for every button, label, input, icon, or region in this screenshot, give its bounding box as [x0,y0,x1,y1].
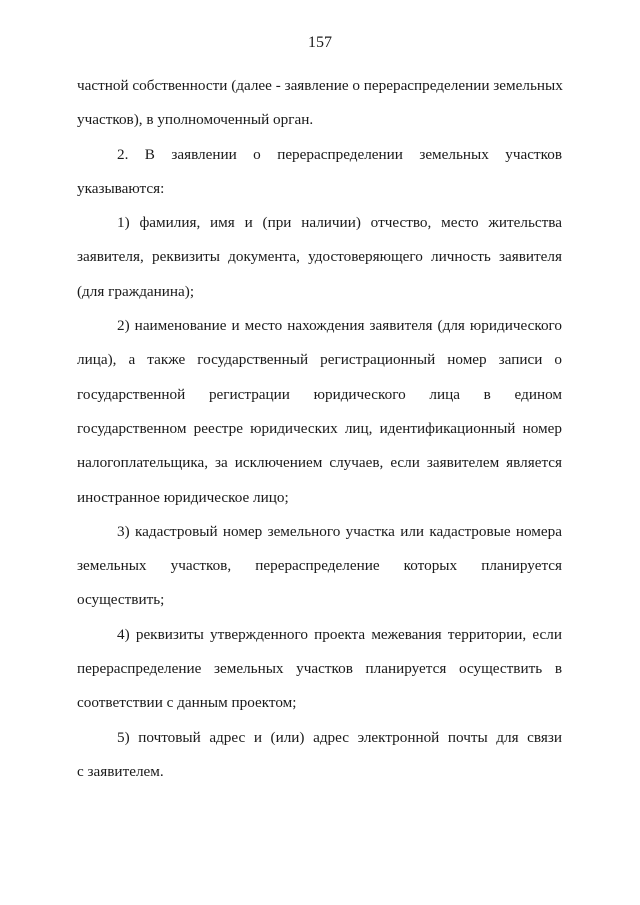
text-line: 4) реквизиты утвержденного проекта межевания территории, если [117,625,562,643]
text-line: государственной регистрации юридического лица в едином [77,385,562,403]
text-line: лица), а также государственный регистрационный номер записи о [77,351,562,369]
text-line: земельных участков, перераспределение которых планируется [77,557,562,575]
paragraph-subitem-4 [77,618,562,721]
paragraph-continuation [77,69,562,138]
text-line: частной собственности (далее - заявление о перераспределении земельных [77,77,563,94]
text-line: соответствии с данным проектом; [77,694,297,712]
text-line: 2. В заявлении о перераспределении земельных участков [117,145,562,163]
paragraph-subitem-5 [77,721,562,790]
text-line: (для гражданина); [77,282,195,300]
text-line: 2) наименование и место нахождения заявителя (для юридического [117,317,562,335]
paragraph-subitem-3 [77,515,562,618]
paragraph-subitem-1 [77,206,562,309]
body-text [77,69,562,789]
text-line: 5) почтовый адрес и (или) адрес электронной почты для связи [117,728,562,746]
text-line: налогоплательщика, за исключением случаев, если заявителем является [77,454,562,472]
text-line: государственном реестре юридических лиц, идентификационный номер [77,419,562,437]
text-line: участков), в уполномоченный орган. [77,111,314,129]
text-line: с заявителем. [77,762,164,780]
text-line: осуществить; [77,591,165,609]
text-line: перераспределение земельных участков планируется осуществить в [77,660,562,678]
text-line: иностранное юридическое лицо; [77,488,289,506]
paragraph-item-2 [77,138,562,207]
paragraph-subitem-2 [77,309,562,515]
page-number: 157 [308,34,332,51]
text-line: 1) фамилия, имя и (при наличии) отчество, место жительства [117,214,562,232]
text-line: 3) кадастровый номер земельного участка или кадастровые номера [117,522,562,540]
text-line: указываются: [77,179,165,197]
text-line: заявителя, реквизиты документа, удостоверяющего личность заявителя [77,248,562,266]
